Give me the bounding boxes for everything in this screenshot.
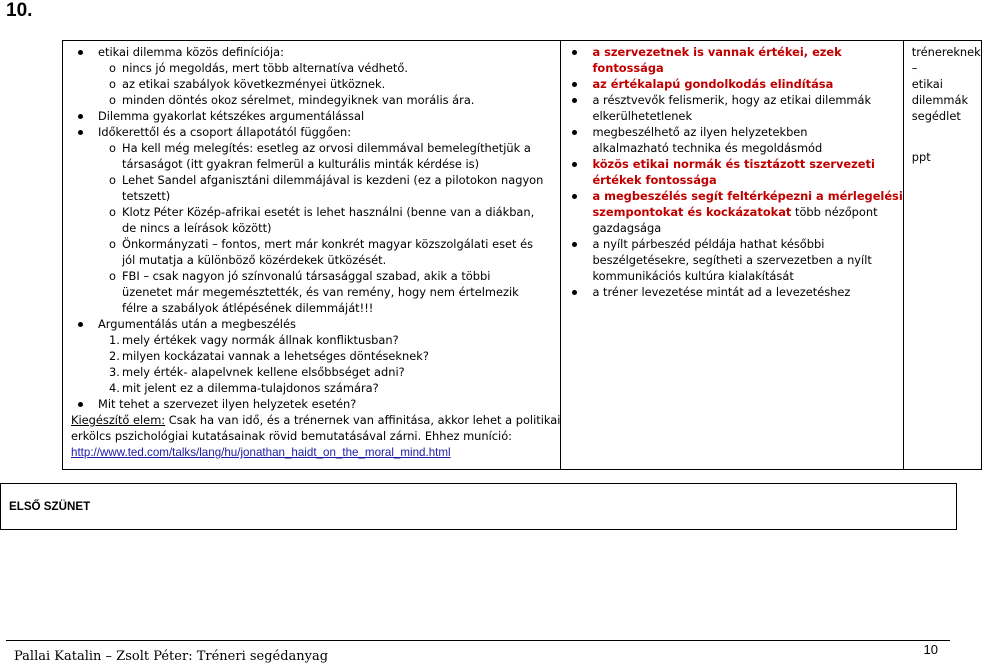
- goal-item: megbeszélhető az ilyen helyzetekben: [561, 124, 902, 140]
- ted-talk-link[interactable]: http://www.ted.com/talks/lang/hu/jonathan_haidt_on_the_moral_mind.html: [71, 446, 451, 459]
- list-item: Időkerettől és a csoport állapotától függően:: [63, 124, 560, 140]
- materials-column: [903, 41, 981, 470]
- footer-text: Pallai Katalin – Zsolt Péter: Tréneri segédanyag: [14, 649, 329, 664]
- list-item: Dilemma gyakorlat kétszékes argumentálással: [63, 108, 560, 124]
- sub-list-item: o nincs jó megoldás, mert több alternatíva védhető.: [109, 61, 408, 75]
- session-table: [62, 40, 982, 470]
- bullet-icon: [572, 98, 577, 103]
- page-number: 10: [923, 642, 938, 657]
- circle-bullet-icon: o: [109, 61, 116, 75]
- bullet-icon: [572, 130, 577, 135]
- circle-bullet-icon: o: [109, 93, 116, 107]
- goal-item: közös etikai normák és tisztázott szervezeti: [561, 156, 902, 172]
- numbered-item: 3. mely érték- alapelvnek kellene elsőbbséget adni?: [109, 365, 405, 379]
- goal-item: a nyílt párbeszéd példája hathat későbbi: [561, 236, 902, 252]
- circle-bullet-icon: o: [109, 237, 116, 251]
- bullet-icon: [572, 290, 577, 295]
- section-heading: 10.: [6, 0, 33, 21]
- sub-list-item: o minden döntés okoz sérelmet, mindegyiknek van morális ára.: [109, 93, 475, 107]
- list-item: Argumentálás után a megbeszélés: [63, 316, 560, 332]
- materials-line: ppt: [911, 150, 931, 164]
- bullet-icon: [572, 50, 577, 55]
- circle-bullet-icon: o: [109, 141, 116, 155]
- materials-line: etikai dilemmák: [911, 77, 969, 107]
- supplement-text: Kiegészítő elem: Csak ha van idő, és a trénernek van affinitása, akkor lehet a politikai: [71, 413, 561, 427]
- bullet-icon: [78, 50, 83, 55]
- footer-divider: [6, 640, 950, 641]
- materials-line: segédlet: [911, 109, 961, 123]
- sub-list-item: o Önkormányzati – fontos, mert már konkrét magyar közszolgálati eset és: [109, 237, 534, 251]
- sub-list-item: o Lehet Sandel afganisztáni dilemmájával is kezdeni (ez a pilotokon nagyon: [109, 173, 544, 187]
- bullet-icon: [572, 242, 577, 247]
- list-item: Mit tehet a szervezet ilyen helyzetek esetén?: [63, 396, 560, 412]
- activity-column: etikai dilemma közös definíciója: o nincs jó megoldás, mert több alternatíva védhető. o az etikai szabályok következményei ütköznek. o minden döntés okoz sérelmet, mindegyiknek van morális ára. Dilemma gyakorlat kétszékes argumentálással Időkerettől és a csoport állapotától függően: o Ha kell még melegítés: esetleg az orvosi dilemmával bemelegíthetjük a társaságot (itt gyakran felmerül a kulturális minták kérdése is) o Lehet Sandel afganisztáni dilemmájával is kezdeni (ez a pilotokon nagyon tetszett) o Klotz Péter Közép-afrikai esetét is lehet használni (benne van a diákban, de nincs a leírások között) o Önkormányzati – fontos, mert már konkrét magyar közszolgálati eset és jól mutatja a különböző közérdekek ütközését. o FBI – csak nagyon jó színvonalú társasággal szabad, akik a többi üzenetet már megemésztették, és van remény, hogy nem értelmezik félre a szabályok átlépésének dilemmáját!!! Argumentálás után a megbeszélés 1. mely értékek vagy normák állnak konfliktusban? 2. milyen kockázatai vannak a lehetséges döntéseknek? 3. mely érték- alapelvnek kellene elsőbbséget adni? 4. mit jelent ez a dilemma-tulajdonos számára? Mit tehet a szervezet ilyen helyzetek esetén? Kiegészítő elem: Csak ha van idő, és a trénernek van affinitása, akkor lehet a politikai erkölcs pszichológiai kutatásainak rövid bemutatásával zárni. Ehhez muníció: http://www.ted.com/talks/lang/hu/jonathan_haidt_on_the_moral_mind.html: [63, 41, 561, 470]
- goals-column: a szervezetnek is vannak értékei, ezek fontossága az értékalapú gondolkodás elindítása a résztvevők felismerik, hogy az etikai dilemmák elkerülhetetlenek megbeszélhető az ilyen helyzetekben alkalmazható technika és megoldásmód közös etikai normák és tisztázott szervezeti értékek fontossága a megbeszélés segít feltérképezni a mérlegelési szempontokat és kockázatokat több nézőpont gazdagsága a nyílt párbeszéd példája hathat későbbi beszélgetésekre, segítheti a szervezetben a nyílt kommunikációs kultúra kialakítását a tréner levezetése mintát ad a levezetéshez: [561, 41, 903, 470]
- goal-item: a tréner levezetése mintát ad a levezetéshez: [561, 284, 902, 300]
- sub-list-item: o Ha kell még melegítés: esetleg az orvosi dilemmával bemelegíthetjük a: [109, 141, 531, 155]
- sub-list-item: o FBI – csak nagyon jó színvonalú társasággal szabad, akik a többi: [109, 269, 491, 283]
- numbered-item: 4. mit jelent ez a dilemma-tulajdonos számára?: [109, 381, 379, 395]
- sub-list-item: o Klotz Péter Közép-afrikai esetét is lehet használni (benne van a diákban,: [109, 205, 535, 219]
- numbered-item: 1. mely értékek vagy normák állnak konfliktusban?: [109, 333, 399, 347]
- materials-line: trénereknek –: [911, 45, 981, 75]
- goal-item: az értékalapú gondolkodás elindítása: [561, 76, 902, 92]
- bullet-icon: [572, 82, 577, 87]
- circle-bullet-icon: o: [109, 173, 116, 187]
- numbered-item: 2. milyen kockázatai vannak a lehetséges döntéseknek?: [109, 349, 429, 363]
- goal-item: a megbeszélés segít feltérképezni a mérlegelési: [561, 188, 902, 204]
- sub-list-item: o az etikai szabályok következményei ütköznek.: [109, 77, 386, 91]
- list-item: etikai dilemma közös definíciója:: [63, 44, 560, 60]
- bullet-icon: [78, 114, 83, 119]
- bullet-icon: [572, 194, 577, 199]
- bullet-icon: [78, 322, 83, 327]
- supplement-label: Kiegészítő elem:: [71, 413, 166, 427]
- break-label: ELSŐ SZÜNET: [1, 484, 957, 530]
- break-table: [0, 483, 957, 530]
- circle-bullet-icon: o: [109, 77, 116, 91]
- circle-bullet-icon: o: [109, 205, 116, 219]
- goal-item: a résztvevők felismerik, hogy az etikai dilemmák: [561, 92, 902, 108]
- bullet-icon: [78, 130, 83, 135]
- bullet-icon: [572, 162, 577, 167]
- goal-item: a szervezetnek is vannak értékei, ezek: [561, 44, 902, 60]
- circle-bullet-icon: o: [109, 269, 116, 283]
- bullet-icon: [78, 402, 83, 407]
